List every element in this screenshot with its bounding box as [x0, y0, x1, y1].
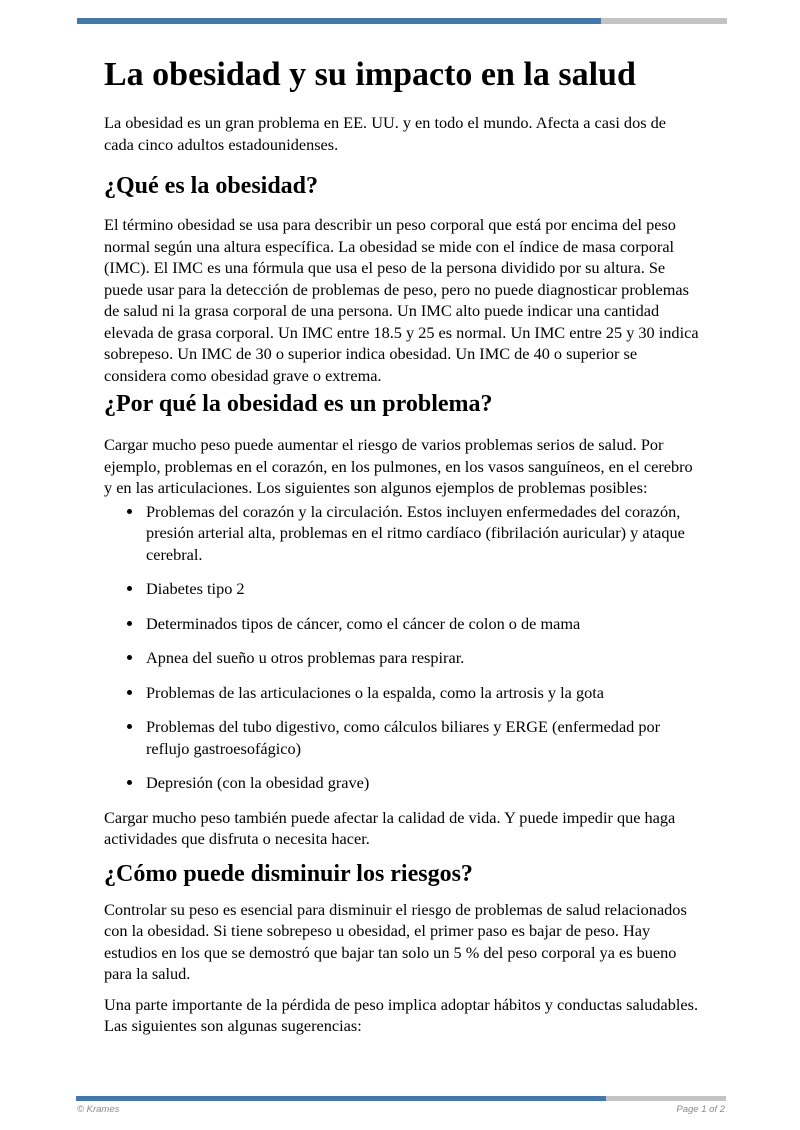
footer-rule [76, 1096, 726, 1101]
section-paragraph: Cargar mucho peso también puede afectar la calidad de vida. Y puede impedir que haga actividades que disfruta o necesita hacer. [104, 807, 676, 848]
section-paragraph: Controlar su peso es esencial para disminuir el riesgo de problemas de salud relacionados con la obesidad. Si tiene sobrepeso u obesidad, el primer paso es bajar de peso. Hay estudios en los que se demostró que bajar tan solo un 5 % del peso corporal ya es bueno para la salud. [104, 899, 687, 983]
intro-paragraph: La obesidad es un gran problema en EE. UU. y en todo el mundo. Afecta a casi dos de cada cinco adultos estadounidenses. [104, 113, 666, 154]
section-heading-como-disminuir: ¿Cómo puede disminuir los riesgos? [104, 860, 473, 887]
page-title: La obesidad y su impacto en la salud [104, 56, 636, 93]
page-footer [77, 1104, 725, 1115]
list-item: • Depresión (con la obesidad grave) [144, 772, 699, 794]
list-item: • Apnea del sueño u otros problemas para respirar. [144, 647, 699, 669]
list-item: • Problemas del tubo digestivo, como cálculos biliares y ERGE (enfermedad por reflujo gastroesofágico) [144, 716, 699, 759]
document-body [104, 0, 699, 1037]
bullet-list [104, 501, 699, 794]
list-item: • Problemas del corazón y la circulación. Estos incluyen enfermedades del corazón, presión arterial alta, problemas en el ritmo cardíaco (fibrilación auricular) y ataque cerebral. [144, 501, 699, 566]
footer-copyright: © Krames [77, 1104, 120, 1115]
section-paragraph: Una parte importante de la pérdida de peso implica adoptar hábitos y conductas saludables. Las siguientes son algunas sugerencias: [104, 994, 699, 1035]
list-item: • Problemas de las articulaciones o la espalda, como la artrosis y la gota [144, 682, 699, 704]
footer-rule-gray-segment [606, 1096, 726, 1101]
section-paragraph: El término obesidad se usa para describir un peso corporal que está por encima del peso normal según una altura específica. La obesidad se mide con el índice de masa corporal (IMC). El IMC es una fórmula que usa el peso de la persona dividido por su altura. Se puede usar para la detección de problemas de peso, pero no puede diagnosticar problemas de salud ni la grasa corporal de una persona. Un IMC alto puede indicar una cantidad elevada de grasa corporal. Un IMC entre 18.5 y 25 es normal. Un IMC entre 25 y 30 indica sobrepeso. Un IMC de 30 o superior indica obesidad. Un IMC de 40 o superior se considera como obesidad grave o extrema. [104, 215, 699, 385]
list-item: • Determinados tipos de cáncer, como el cáncer de colon o de mama [144, 613, 699, 635]
list-item: • Diabetes tipo 2 [144, 578, 699, 600]
section-paragraph: Cargar mucho peso puede aumentar el riesgo de varios problemas serios de salud. Por ejemplo, problemas en el corazón, en los pulmones, en los vasos sanguíneos, en el cerebro y en las articulaciones. Los siguientes son algunos ejemplos de problemas posibles: [104, 435, 693, 497]
section-heading-por-que: ¿Por qué la obesidad es un problema? [104, 391, 493, 417]
footer-page-indicator: Page 1 of 2 [676, 1104, 725, 1115]
section-heading-que-es: ¿Qué es la obesidad? [104, 173, 319, 199]
footer-rule-blue-segment [76, 1096, 606, 1101]
